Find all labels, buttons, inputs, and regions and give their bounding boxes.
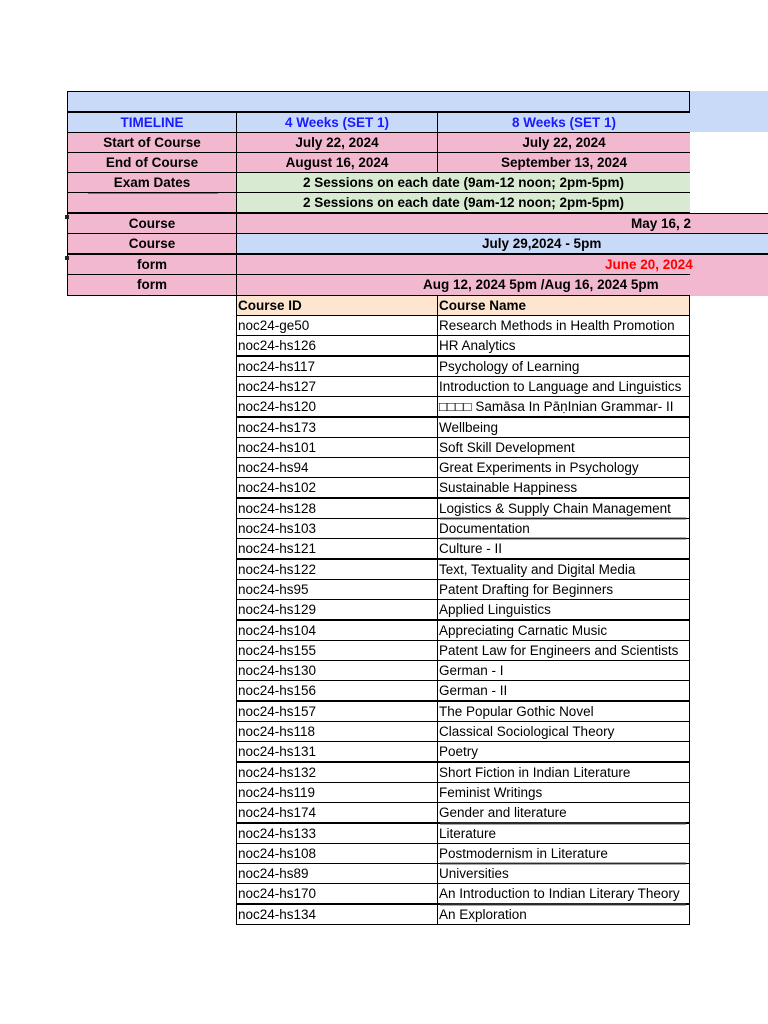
course-id-cell: noc24-hs121 bbox=[236, 538, 438, 559]
course-id-cell: noc24-hs130 bbox=[236, 660, 438, 681]
course-id-cell: noc24-hs129 bbox=[236, 599, 438, 620]
course-value-2-text: July 29,2024 - 5pm bbox=[482, 236, 602, 251]
course-name-cell: An Exploration bbox=[437, 904, 690, 925]
course-name-cell: Introduction to Language and Linguistics bbox=[437, 376, 690, 397]
course-value-1 bbox=[236, 213, 768, 234]
course-name-cell: Short Fiction in Indian Literature bbox=[437, 762, 690, 783]
course-name-cell: Applied Linguistics bbox=[437, 599, 690, 620]
form-label-1: form bbox=[67, 254, 237, 275]
course-name-cell: Literature bbox=[437, 823, 690, 844]
course-name-cell: German - II bbox=[437, 680, 690, 701]
course-id-cell: noc24-hs155 bbox=[236, 640, 438, 661]
end-of-course-label: End of Course bbox=[67, 152, 237, 173]
course-name-cell: An Introduction to Indian Literary Theory bbox=[437, 883, 690, 904]
overlapped-text-fragment bbox=[440, 517, 686, 520]
top-banner-overflow bbox=[690, 91, 768, 132]
course-id-cell: noc24-hs156 bbox=[236, 680, 438, 701]
course-name-cell: Psychology of Learning bbox=[437, 356, 690, 377]
course-name-cell: □□□□ Samāsa In PāṇInian Grammar- II bbox=[437, 396, 690, 417]
course-name-cell: Research Methods in Health Promotion bbox=[437, 315, 690, 336]
course-id-cell: noc24-hs122 bbox=[236, 559, 438, 580]
course-id-cell: noc24-hs133 bbox=[236, 823, 438, 844]
exam-dates-value: 2 Sessions on each date (9am-12 noon; 2pm-5pm) bbox=[236, 172, 690, 193]
course-id-cell: noc24-hs119 bbox=[236, 782, 438, 803]
exam-dates-label: Exam Dates bbox=[67, 172, 237, 193]
course-id-cell: noc24-hs170 bbox=[236, 883, 438, 904]
course-id-cell: noc24-hs173 bbox=[236, 417, 438, 438]
timeline-header-label: TIMELINE bbox=[67, 112, 237, 133]
course-name-cell: Sustainable Happiness bbox=[437, 477, 690, 498]
course-id-cell: noc24-hs89 bbox=[236, 863, 438, 884]
course-name-cell: Postmodernism in Literature bbox=[437, 843, 690, 864]
form-label-2: form bbox=[67, 274, 237, 296]
course-name-header: Course Name bbox=[437, 295, 690, 316]
course-name-cell: Poetry bbox=[437, 741, 690, 762]
course-value-2 bbox=[236, 233, 768, 254]
course-id-cell: noc24-hs157 bbox=[236, 701, 438, 722]
overlapped-text-fragment bbox=[440, 822, 686, 825]
course-id-cell: noc24-hs104 bbox=[236, 620, 438, 641]
course-label-2: Course bbox=[67, 233, 237, 254]
form-value-1 bbox=[236, 254, 768, 275]
course-id-cell: noc24-ge50 bbox=[236, 315, 438, 336]
course-name-cell: Wellbeing bbox=[437, 417, 690, 438]
form-value-2-text: Aug 12, 2024 5pm /Aug 16, 2024 5pm bbox=[423, 277, 659, 292]
form-value-1-text: June 20, 2024 bbox=[605, 257, 693, 272]
exam-dates-label-2 bbox=[67, 192, 237, 213]
course-name-cell: Soft Skill Development bbox=[437, 437, 690, 458]
top-banner bbox=[67, 91, 690, 112]
course-name-cell: Feminist Writings bbox=[437, 782, 690, 803]
course-id-header: Course ID bbox=[236, 295, 438, 316]
course-name-cell: Text, Textuality and Digital Media bbox=[437, 559, 690, 580]
timeline-header-4weeks: 4 Weeks (SET 1) bbox=[236, 112, 438, 133]
overlapped-red-text bbox=[88, 192, 218, 194]
course-name-cell: The Popular Gothic Novel bbox=[437, 701, 690, 722]
course-id-cell: noc24-hs131 bbox=[236, 741, 438, 762]
course-name-cell: Gender and literature bbox=[437, 802, 690, 823]
course-id-cell: noc24-hs94 bbox=[236, 457, 438, 478]
course-name-cell: HR Analytics bbox=[437, 335, 690, 356]
course-name-cell: Documentation bbox=[437, 518, 690, 539]
exam-dates-value-2: 2 Sessions on each date (9am-12 noon; 2pm-5pm) bbox=[236, 192, 690, 213]
start-of-course-8weeks: July 22, 2024 bbox=[437, 132, 690, 153]
course-id-cell: noc24-hs120 bbox=[236, 396, 438, 417]
overlapped-text-fragment bbox=[440, 903, 686, 906]
course-id-cell: noc24-hs101 bbox=[236, 437, 438, 458]
course-name-cell: Culture - II bbox=[437, 538, 690, 559]
course-id-cell: noc24-hs102 bbox=[236, 477, 438, 498]
course-id-cell: noc24-hs128 bbox=[236, 498, 438, 519]
form-value-2 bbox=[236, 274, 690, 296]
course-name-cell: Logistics & Supply Chain Management bbox=[437, 498, 690, 519]
course-id-cell: noc24-hs95 bbox=[236, 579, 438, 600]
timeline-header-8weeks: 8 Weeks (SET 1) bbox=[437, 112, 690, 133]
course-id-cell: noc24-hs118 bbox=[236, 721, 438, 742]
end-of-course-8weeks: September 13, 2024 bbox=[437, 152, 690, 173]
course-name-cell: Classical Sociological Theory bbox=[437, 721, 690, 742]
course-id-cell: noc24-hs127 bbox=[236, 376, 438, 397]
course-id-cell: noc24-hs117 bbox=[236, 356, 438, 377]
course-name-cell: Patent Law for Engineers and Scientists bbox=[437, 640, 690, 661]
course-id-cell: noc24-hs108 bbox=[236, 843, 438, 864]
course-id-cell: noc24-hs132 bbox=[236, 762, 438, 783]
overlap-mark-1 bbox=[65, 215, 69, 219]
course-name-cell: German - I bbox=[437, 660, 690, 681]
overlap-mark-2 bbox=[65, 256, 69, 260]
course-id-cell: noc24-hs174 bbox=[236, 802, 438, 823]
course-name-cell: Universities bbox=[437, 863, 690, 884]
start-of-course-label: Start of Course bbox=[67, 132, 237, 153]
course-name-cell: Appreciating Carnatic Music bbox=[437, 620, 690, 641]
course-id-cell: noc24-hs103 bbox=[236, 518, 438, 539]
course-value-1-text: May 16, 2 bbox=[631, 216, 692, 231]
overlapped-text-fragment bbox=[440, 537, 686, 540]
overlapped-text-fragment bbox=[440, 862, 686, 865]
course-name-cell: Patent Drafting for Beginners bbox=[437, 579, 690, 600]
course-id-cell: noc24-hs126 bbox=[236, 335, 438, 356]
course-label-1: Course bbox=[67, 213, 237, 234]
form-value-2-overflow bbox=[690, 274, 768, 296]
course-id-cell: noc24-hs134 bbox=[236, 904, 438, 925]
course-name-cell: Great Experiments in Psychology bbox=[437, 457, 690, 478]
end-of-course-4weeks: August 16, 2024 bbox=[236, 152, 438, 173]
start-of-course-4weeks: July 22, 2024 bbox=[236, 132, 438, 153]
